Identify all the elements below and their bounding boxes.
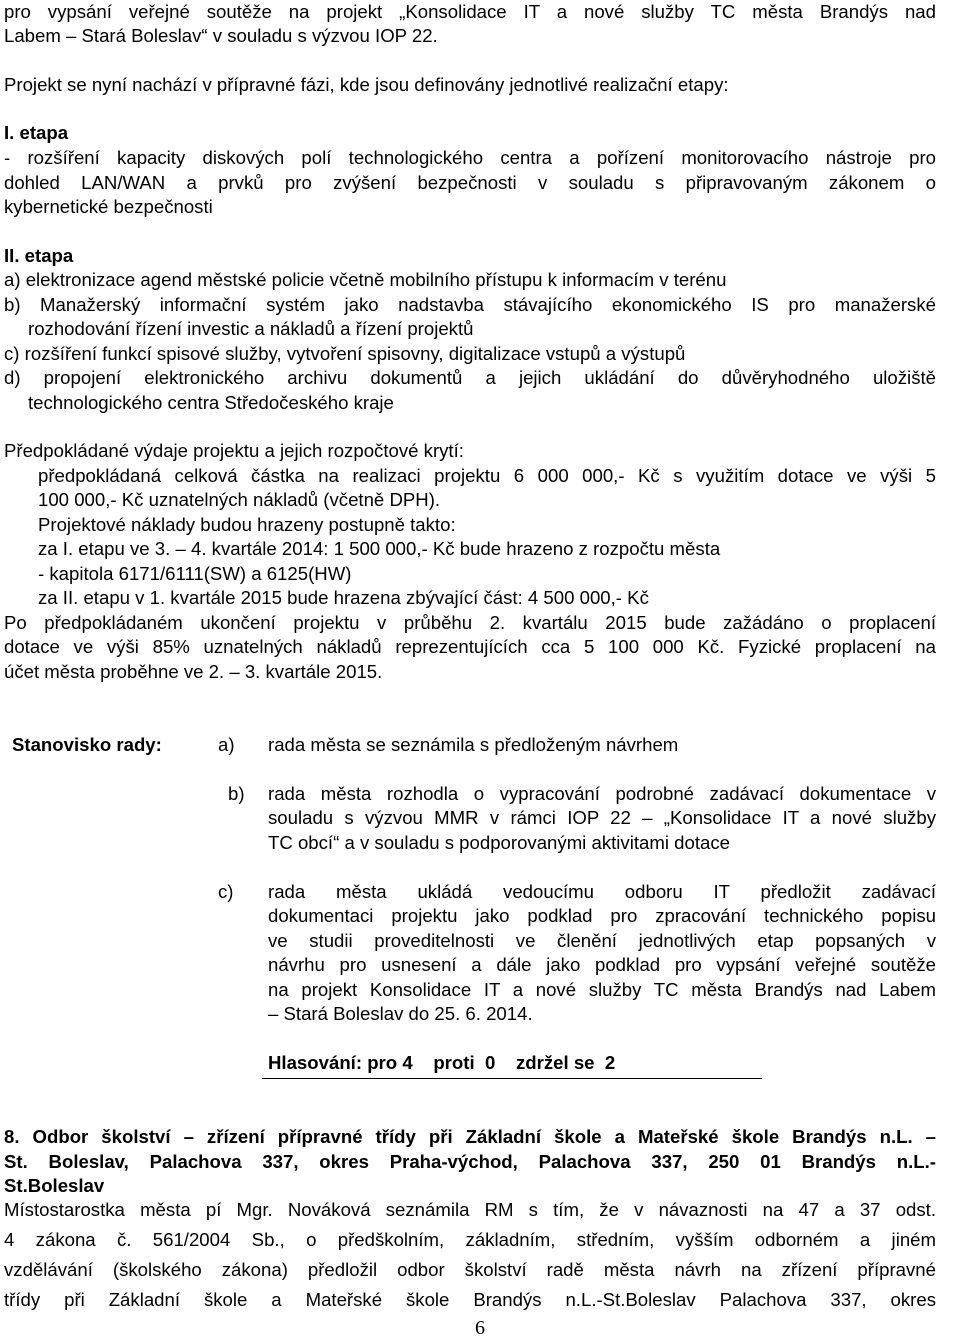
section8-body-2: 4 zákona č. 561/2004 Sb., o předškolním, základním, středním, vyšším odborném a jiném [4, 1229, 936, 1250]
costs-heading: Předpokládané výdaje projektu a jejich rozpočtové krytí: [4, 440, 464, 461]
resolution-b-line-3: TC obcí“ a v souladu s podporovanými aktivitami dotace [268, 832, 730, 853]
costs-line-2: 100 000,- Kč uznatelných nákladů (včetně DPH). [38, 489, 441, 510]
costs-line-6: za II. etapu v 1. kvartále 2015 bude hrazena zbývající část: 4 500 000,- Kč [38, 587, 649, 608]
resolution-c-line-2: dokumentaci projektu jako podklad pro zpracování technického popisu [268, 905, 936, 926]
costs-closing-3: účet města proběhne ve 2. – 3. kvartále 2015. [4, 661, 383, 682]
council-label: Stanovisko rady: [12, 734, 162, 755]
costs-line-4: za I. etapu ve 3. – 4. kvartále 2014: 1 500 000,- Kč bude hrazeno z rozpočtu města [38, 538, 721, 559]
resolution-c-letter: c) [218, 881, 234, 902]
stage2-item-c: c) rozšíření funkcí spisové služby, vytvoření spisovny, digitalizace vstupů a výstupů [4, 343, 686, 364]
intro-line-2: Labem – Stará Boleslav“ v souladu s výzvou IOP 22. [4, 25, 438, 46]
costs-closing-1: Po předpokládaném ukončení projektu v průběhu 2. kvartálu 2015 bude zažádáno o proplacení [4, 612, 936, 633]
intro-line-1: pro vypsání veřejné soutěže na projekt „Konsolidace IT a nové služby TC města Brandýs nad [4, 1, 936, 22]
resolution-b-letter: b) [228, 783, 245, 804]
resolution-c-line-1: rada města ukládá vedoucímu odboru IT předložit zadávací [268, 881, 936, 902]
stage2-item-b-cont: rozhodování řízení investic a nákladů a řízení projektů [28, 318, 474, 339]
stage1-line-2: dohled LAN/WAN a prvků pro zvýšení bezpečnosti v souladu s připravovaným zákonem o [4, 172, 936, 193]
stage1-line-1: - rozšíření kapacity diskových polí technologického centra a pořízení monitorovacího nástroje pro [4, 147, 936, 168]
phase-intro: Projekt se nyní nachází v přípravné fázi, kde jsou definovány jednotlivé realizační etapy: [4, 74, 729, 95]
resolution-c-line-3: ve studii proveditelnosti ve členění jednotlivých etap popsaných v [268, 930, 936, 951]
stage2-item-d: d) propojení elektronického archivu dokumentů a jejich ukládání do důvěryhodného uložiště [4, 367, 936, 388]
section8-title-3: St.Boleslav [4, 1175, 105, 1196]
stage2-item-a: a) elektronizace agend městské policie včetně mobilního přístupu k informacím v terénu [4, 269, 727, 290]
costs-closing-2: dotace ve výši 85% uznatelných nákladů reprezentujících cca 5 100 000 Kč. Fyzické proplacení na [4, 636, 936, 657]
resolution-a-line-1: rada města se seznámila s předloženým návrhem [268, 734, 679, 755]
section8-title-1: 8. Odbor školství – zřízení přípravné třídy při Základní škole a Mateřské škole Brandýs n.L. – [4, 1126, 936, 1147]
stage1-heading: I. etapa [4, 122, 69, 143]
resolution-c-line-5: na projekt Konsolidace IT a nové služby TC města Brandýs nad Labem [268, 979, 936, 1000]
page-number: 6 [475, 1317, 485, 1339]
vote-result: Hlasování: pro 4 proti 0 zdržel se 2 [262, 1054, 762, 1079]
resolution-a-letter: a) [218, 734, 235, 755]
resolution-c-line-6: – Stará Boleslav do 25. 6. 2014. [268, 1003, 533, 1024]
section8-title-2: St. Boleslav, Palachova 337, okres Praha-východ, Palachova 337, 250 01 Brandýs n.L.- [4, 1151, 936, 1172]
costs-line-3: Projektové náklady budou hrazeny postupně takto: [38, 514, 456, 535]
resolution-b-line-2: souladu s výzvou MMR v rámci IOP 22 – „Konsolidace IT a nové služby [268, 807, 936, 828]
costs-line-5: - kapitola 6171/6111(SW) a 6125(HW) [38, 563, 352, 584]
stage2-item-b: b) Manažerský informační systém jako nadstavba stávajícího ekonomického IS pro manažerské [4, 294, 936, 315]
section8-body-1: Místostarostka města pí Mgr. Nováková seznámila RM s tím, že v návaznosti na 47 a 37 odst. [4, 1199, 936, 1220]
section8-body-3: vzdělávání (školského zákona) předložil odbor školství radě města návrh na zřízení přípravné [4, 1259, 936, 1280]
section8-body-4: třídy při Základní škole a Mateřské škole Brandýs n.L.-St.Boleslav Palachova 337, okres [4, 1289, 936, 1310]
stage1-line-3: kybernetické bezpečnosti [4, 196, 213, 217]
resolution-b-line-1: rada města rozhodla o vypracování podrobné zadávací dokumentace v [268, 783, 936, 804]
stage2-heading: II. etapa [4, 245, 74, 266]
resolution-c-line-4: návrhu pro usnesení a dále jako podklad pro vypsání veřejné soutěže [268, 954, 936, 975]
costs-line-1: předpokládaná celková částka na realizaci projektu 6 000 000,- Kč s využitím dotace ve výši 5 [38, 465, 936, 486]
stage2-item-d-cont: technologického centra Středočeského kraje [28, 392, 394, 413]
